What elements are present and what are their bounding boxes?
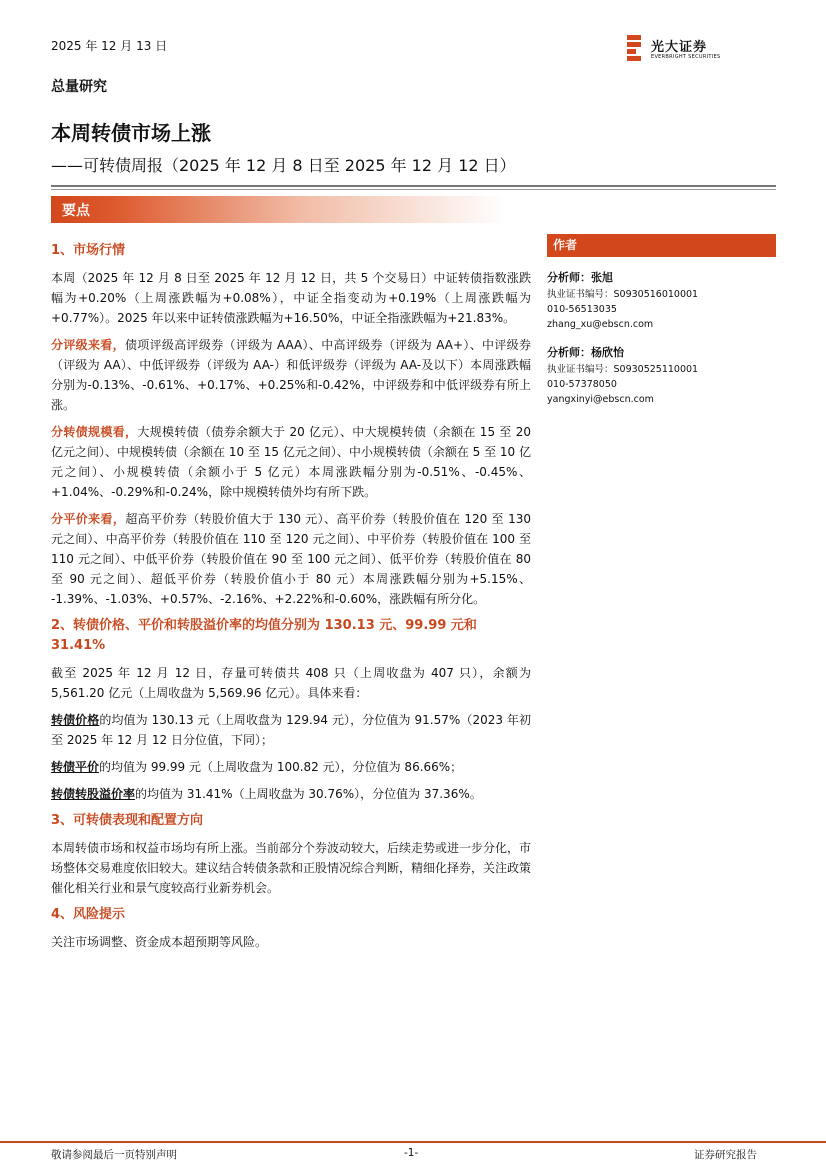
section-heading-outlook: 3、可转债表现和配置方向 xyxy=(51,813,204,828)
size-lead: 分转债规模看， xyxy=(51,425,138,439)
price-lead: 转债价格 xyxy=(51,713,100,727)
report-category: 总量研究 xyxy=(51,79,107,95)
outlook-paragraph: 本周转债市场和权益市场均有所上涨。当前部分个券波动较大，后续走势或进一步分化，市场整体交易难度依旧较大。建议结合转债条款和正股情况综合判断，精细化择券，关注政策催化相关行业和景气度较高行业新券机会。 xyxy=(51,841,532,895)
analyst-card xyxy=(547,344,776,407)
analyst-card xyxy=(547,269,776,332)
parity-item-lead: 转债平价 xyxy=(51,760,100,774)
risk-paragraph: 关注市场调整、资金成本超预期等风险。 xyxy=(51,935,268,949)
premium-text: 的均值为 31.41%（上周收盘为 30.76%），分位值为 37.36%。 xyxy=(135,787,482,801)
title-divider-thin xyxy=(51,189,776,190)
key-points-label: 要点 xyxy=(62,203,90,219)
page-number: -1- xyxy=(404,1147,419,1159)
premium-item xyxy=(51,784,531,804)
title-divider xyxy=(51,185,776,187)
author-sidebar xyxy=(547,234,776,407)
valuation-paragraph: 截至 2025 年 12 月 12 日，存量可转债共 408 只（上周收盘为 407 只），余额为 5,561.20 亿元（上周收盘为 5,569.96 亿元）。具体来看： xyxy=(51,666,531,700)
key-points-banner xyxy=(51,196,507,223)
analyst-license: 执业证书编号：S0930516010001 xyxy=(547,289,699,300)
price-text: 的均值为 130.13 元（上周收盘为 129.94 元），分位值为 91.57%（2023 年初至 2025 年 12 月 12 日分位值，下同）； xyxy=(51,713,531,747)
parity-paragraph xyxy=(51,509,531,609)
analyst-phone: 010-56513035 xyxy=(547,304,617,315)
premium-lead: 转债转股溢价率 xyxy=(51,787,136,801)
analyst-phone: 010-57378050 xyxy=(547,379,617,390)
report-subtitle: ——可转债周报（2025 年 12 月 8 日至 2025 年 12 月 12 日） xyxy=(51,156,516,175)
report-date: 2025 年 12 月 13 日 xyxy=(51,39,168,53)
parity-lead: 分平价来看， xyxy=(51,512,126,526)
size-paragraph xyxy=(51,422,531,502)
price-item xyxy=(51,710,531,750)
main-content xyxy=(51,241,531,959)
market-summary-paragraph: 本周（2025 年 12 月 8 日至 2025 年 12 月 12 日，共 5 个交易日）中证转债指数涨跌幅为+0.20%（上周涨跌幅为+0.08%），中证全指变动为+0.19%（上周涨跌幅为+0.77%）。2025 年以来中证转债涨跌幅为+16.50%，中证全指涨跌幅为+21.83%。 xyxy=(51,271,531,325)
disclaimer-note: 敬请参阅最后一页特别声明 xyxy=(51,1149,177,1161)
rating-text: 债项评级高评级券（评级为 AAA）、中高评级券（评级为 AA+）、中评级券（评级为 AA）、中低评级券（评级为 AA-）和低评级券（评级为 AA-及以下）本周涨跌幅分别为-0.13%、-0.61%、+0.17%、+0.25%和-0.42%，中评级券和中低评级券有所上涨。 xyxy=(51,338,531,412)
rating-lead: 分评级来看， xyxy=(51,338,125,352)
footer-divider xyxy=(0,1141,826,1143)
brand-name-en: EVERBRIGHT SECURITIES xyxy=(651,54,721,60)
section-heading-valuation: 2、转债价格、平价和转股溢价率的均值分别为 130.13 元、99.99 元和 31.41% xyxy=(51,618,477,653)
section-heading-risk: 4、风险提示 xyxy=(51,907,126,922)
parity-item xyxy=(51,757,531,777)
analyst-name: 分析师：张旭 xyxy=(547,271,613,284)
analyst-name: 分析师：杨欣怡 xyxy=(547,346,624,359)
analyst-license: 执业证书编号：S0930525110001 xyxy=(547,364,699,375)
size-text: 大规模转债（债券余额大于 20 亿元）、中大规模转债（余额在 15 至 20 亿元之间）、中规模转债（余额在 10 至 15 亿元之间）、中小规模转债（余额在 5 至 10 亿元之间）、小规模转债（余额小于 5 亿元）本周涨跌幅分别为-0.51%、-0.45%、+1.04%、-0.29%和-0.24%，除中规模转债外均有所下跌。 xyxy=(51,425,531,499)
everbright-logo-icon xyxy=(627,35,641,61)
parity-text: 超高平价券（转股价值大于 130 元）、高平价券（转股价值在 120 至 130 元之间）、中高平价券（转股价值在 110 至 120 元之间）、中平价券（转股价值在 100 至 110 元之间）、中低平价券（转股价值在 90 至 100 元之间）、低平价券（转股价值在 80 至 90 元之间）、超低平价券（转股价值小于 80 元）本周涨跌幅分别为+5.15%、 -1.39%、-1.03%、+0.57%、-2.16%、+2.22%和-0.60%，涨跌幅有所分化。 xyxy=(51,512,531,606)
brand-logo xyxy=(627,35,737,65)
analyst-email[interactable]: zhang_xu@ebscn.com xyxy=(547,319,654,330)
rating-paragraph xyxy=(51,335,531,415)
report-type-label: 证券研究报告 xyxy=(694,1149,757,1161)
analyst-email[interactable]: yangxinyi@ebscn.com xyxy=(547,394,654,405)
section-heading-market: 1、市场行情 xyxy=(51,243,126,258)
brand-name-cn: 光大证券 xyxy=(651,40,708,55)
parity-item-text: 的均值为 99.99 元（上周收盘为 100.82 元），分位值为 86.66%； xyxy=(99,760,463,774)
author-heading: 作者 xyxy=(547,234,776,257)
report-title: 本周转债市场上涨 xyxy=(51,121,211,145)
